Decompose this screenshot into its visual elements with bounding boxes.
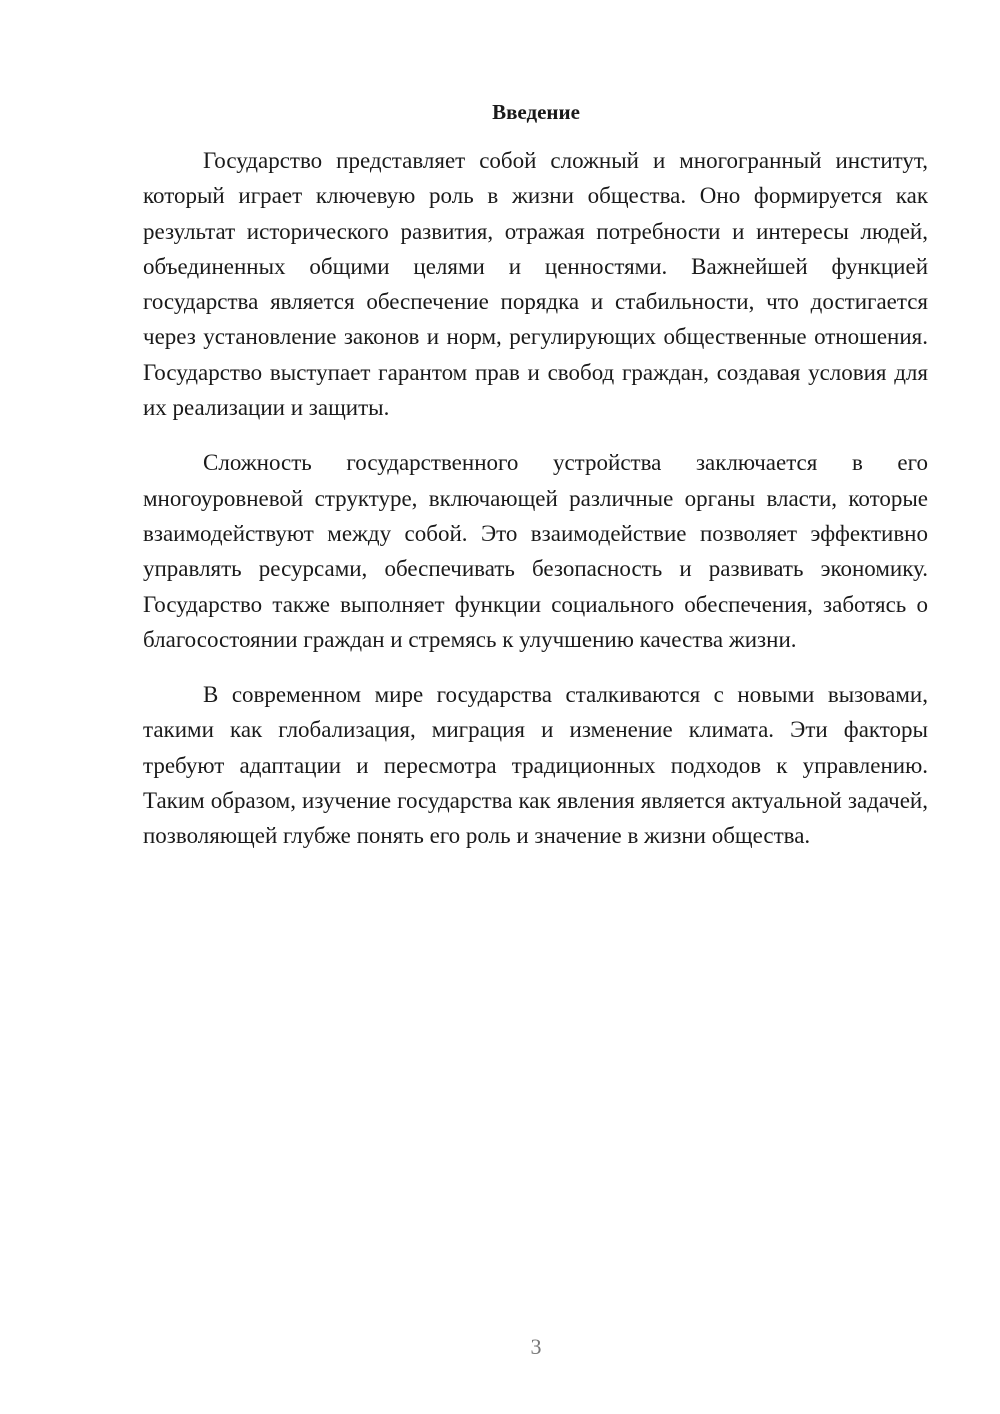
paragraph-2: Сложность государственного устройства заключается в его многоуровневой структуре, включающей различные органы власти, которые взаимодействуют между собой. Это взаимодействие позволяет эффективно управлять ресурсами, обеспечивать безопасность и развивать экономику. Государство также выполняет функции социального обеспечения, заботясь о благосостоянии граждан и стремясь к улучшению качества жизни. [143,450,928,652]
document-body [143,143,928,874]
paragraph-1: Государство представляет собой сложный и многогранный институт, который играет ключевую роль в жизни общества. Оно формируется как результат исторического развития, отражая потребности и интересы людей, объединенных общими целями и ценностями. Важнейшей функцией государства является обеспечение порядка и стабильности, что достигается через установление законов и норм, регулирующих общественные отношения. Государство выступает гарантом прав и свобод граждан, создавая условия для их реализации и защиты. [143,148,928,421]
page-number: 3 [530,1334,542,1359]
section-title: Введение [492,100,580,124]
paragraph-3: В современном мире государства сталкиваются с новыми вызовами, такими как глобализация, миграция и изменение климата. Эти факторы требуют адаптации и пересмотра традиционных подходов к управлению. Таким образом, изучение государства как явления является актуальной задачей, позволяющей глубже понять его роль и значение в жизни общества. [143,682,928,849]
